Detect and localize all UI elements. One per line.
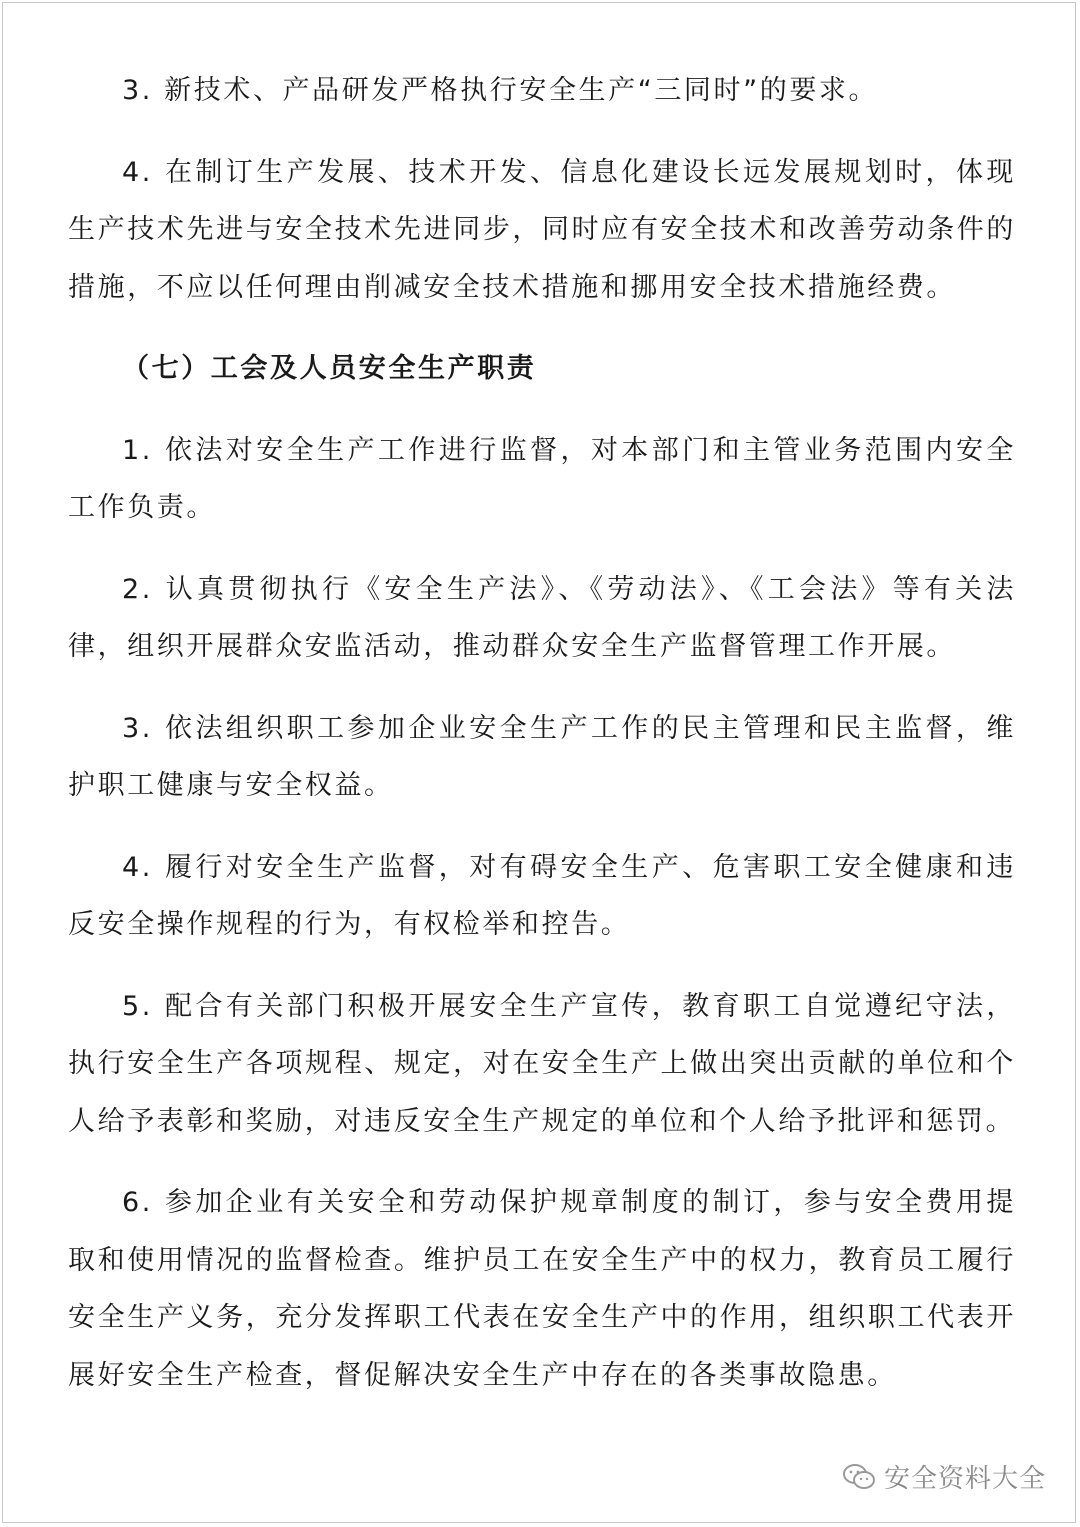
section-heading: （七）工会及人员安全生产职责 bbox=[122, 353, 537, 384]
paragraph-4: 4. 在制订生产发展、技术开发、信息化建设长远发展规划时，体现生产技术先进与安全技术先进同步，同时应有安全技术和改善劳动条件的措施，不应以任何理由削减安全技术措施和挪用安全技术措施经费。 bbox=[68, 156, 1016, 303]
watermark bbox=[842, 1458, 1046, 1495]
wechat-icon bbox=[842, 1463, 876, 1491]
paragraph-union-4: 4. 履行对安全生产监督，对有碍安全生产、危害职工安全健康和违反安全操作规程的行为，有权检举和控告。 bbox=[68, 851, 1016, 940]
paragraph-3: 3. 新技术、产品研发严格执行安全生产“三同时”的要求。 bbox=[122, 75, 879, 106]
watermark-text: 安全资料大全 bbox=[883, 1464, 1046, 1494]
paragraph-union-5: 5. 配合有关部门积极开展安全生产宣传，教育职工自觉遵纪守法，执行安全生产各项规程、规定，对在安全生产上做出突出贡献的单位和个人给予表彰和奖励，对违反安全生产规定的单位和个人给予批评和惩罚。 bbox=[68, 990, 1016, 1137]
document-body bbox=[68, 62, 1016, 1404]
paragraph-union-6: 6. 参加企业有关安全和劳动保护规章制度的制订，参与安全费用提取和使用情况的监督检查。维护员工在安全生产中的权力，教育员工履行安全生产义务，充分发挥职工代表在安全生产中的作用，组织职工代表开展好安全生产检查，督促解决安全生产中存在的各类事故隐患。 bbox=[68, 1187, 1016, 1391]
paragraph-union-2: 2. 认真贯彻执行《安全生产法》、《劳动法》、《工会法》等有关法律，组织开展群众安监活动，推动群众安全生产监督管理工作开展。 bbox=[68, 573, 1016, 662]
paragraph-union-1: 1. 依法对安全生产工作进行监督，对本部门和主管业务范围内安全工作负责。 bbox=[68, 434, 1016, 523]
paragraph-union-3: 3. 依法组织职工参加企业安全生产工作的民主管理和民主监督，维护职工健康与安全权益。 bbox=[68, 712, 1016, 801]
